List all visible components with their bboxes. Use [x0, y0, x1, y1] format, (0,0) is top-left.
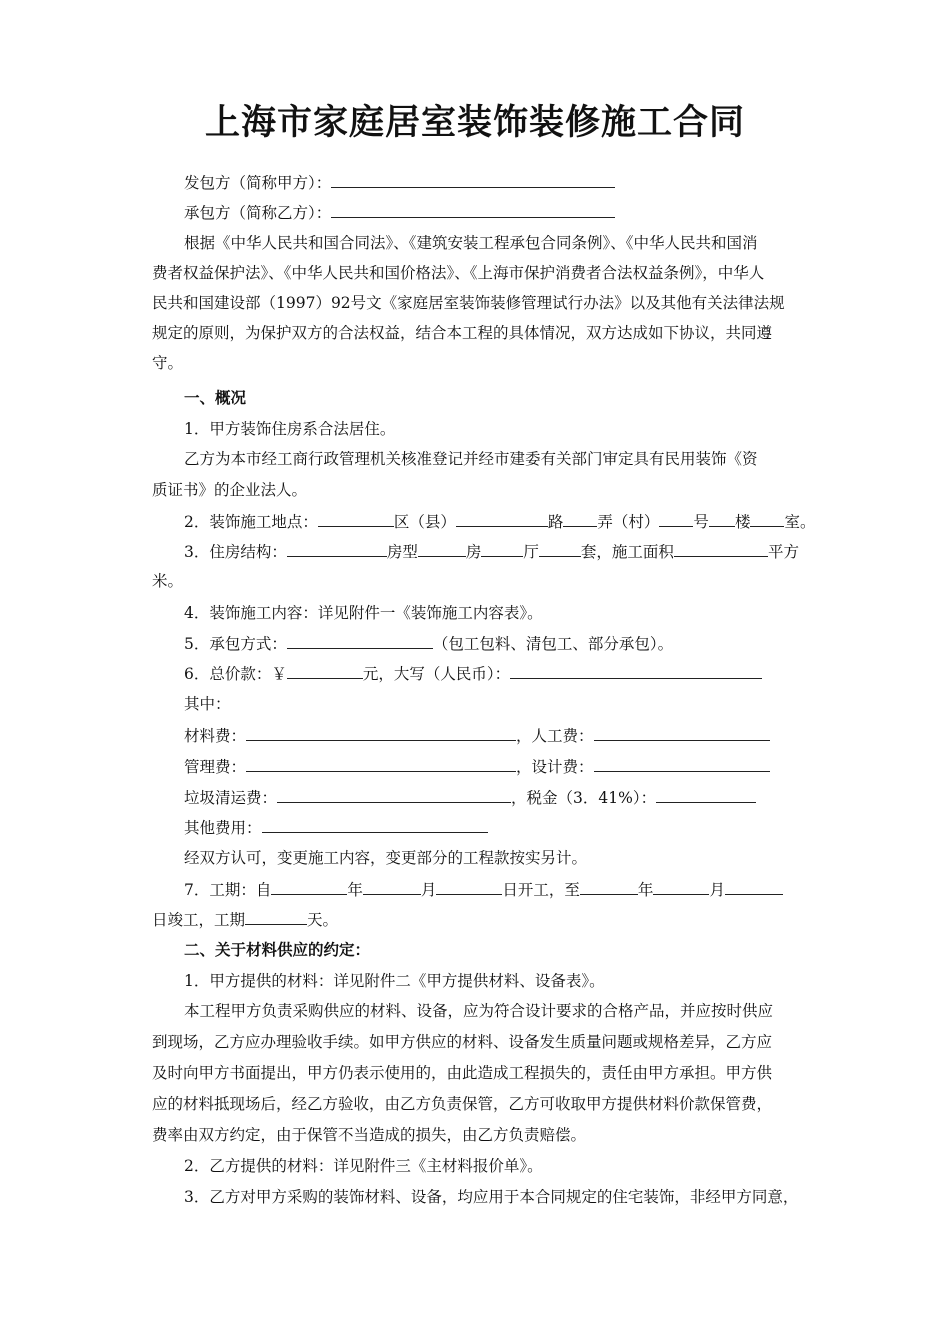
start-day-blank[interactable]: [436, 878, 502, 895]
schedule-cont-line: [152, 908, 338, 931]
other-fee-blank[interactable]: [262, 816, 488, 833]
clause-text: 应的材料抵现场后，经乙方验收，由乙方负责保管，乙方可收取甲方提供材料价款保管费，: [152, 1095, 773, 1113]
labor-fee-blank[interactable]: [594, 724, 770, 741]
clause-text: 1．甲方提供的材料：详见附件二《甲方提供材料、设备表》。: [184, 972, 605, 990]
room-blank[interactable]: [750, 510, 784, 527]
building-label: 楼: [734, 513, 751, 531]
intro-line: 规定的原则，为保护双方的合法权益，结合本工程的具体情况，双方达成如下协议，共同遵: [152, 324, 773, 342]
intro-line: 费者权益保护法》、《中华人民共和国价格法》、《上海市保护消费者合法权益条例》，中华人: [152, 264, 765, 282]
structure-line: [184, 540, 799, 563]
clause-text: 本工程甲方负责采购供应的材料、设备，应为符合设计要求的合格产品，并应按时供应: [184, 1002, 774, 1020]
sets-blank[interactable]: [539, 540, 581, 557]
schedule-label: 7．工期：自: [184, 881, 272, 899]
garbage-fee-blank[interactable]: [277, 786, 511, 803]
clause-text: 3．乙方对甲方采购的装饰材料、设备，均应用于本合同规定的住宅装饰，非经甲方同意，: [184, 1188, 799, 1206]
halls-blank[interactable]: [481, 540, 523, 557]
clause-text: 费率由双方约定，由于保管不当造成的损失，由乙方负责赔偿。: [152, 1126, 587, 1144]
party-a-blank[interactable]: [331, 171, 615, 188]
start-label: 日开工，至: [502, 881, 580, 899]
garbage-fee-label: 垃圾清运费：: [184, 789, 278, 807]
design-fee-label: ，设计费：: [516, 758, 594, 776]
start-year-blank[interactable]: [271, 878, 347, 895]
rooms-blank[interactable]: [418, 540, 466, 557]
fee-line: [184, 724, 770, 747]
end-month-blank[interactable]: [653, 878, 709, 895]
contract-method-options: （包工包料、清包工、部分承包）。: [432, 635, 674, 653]
number-label: 号: [693, 513, 709, 531]
total-price-yuan-label: 元，大写（人民币）：: [362, 665, 511, 683]
fee-line: [184, 755, 770, 778]
total-price-label: 6．总价款：￥: [184, 665, 287, 683]
lane-blank[interactable]: [563, 510, 597, 527]
month-label: 月: [709, 881, 725, 899]
tax-blank[interactable]: [656, 786, 756, 803]
duration-blank[interactable]: [245, 908, 307, 925]
clause-text: 及时向甲方书面提出，甲方仍表示使用的，由此造成工程损失的，责任由甲方承担。甲方供: [152, 1064, 773, 1082]
party-a-line: [184, 171, 615, 194]
road-label: 路: [547, 513, 564, 531]
end-year-blank[interactable]: [580, 878, 638, 895]
intro-line: 根据《中华人民共和国合同法》、《建筑安装工程承包合同条例》、《中华人民共和国消: [184, 234, 758, 252]
area-blank[interactable]: [674, 540, 768, 557]
clause-text: 4．装饰施工内容：详见附件一《装饰施工内容表》。: [184, 604, 543, 622]
management-fee-blank[interactable]: [246, 755, 516, 772]
sets-label: 套，施工面积: [580, 543, 674, 561]
intro-line: 守。: [152, 354, 184, 372]
contract-method-label: 5．承包方式：: [184, 635, 287, 653]
clause-text: 1．甲方装饰住房系合法居住。: [184, 420, 396, 438]
end-day-blank[interactable]: [725, 878, 783, 895]
total-price-words-blank[interactable]: [510, 662, 762, 679]
management-fee-label: 管理费：: [184, 758, 247, 776]
structure-blank[interactable]: [287, 540, 387, 557]
start-month-blank[interactable]: [363, 878, 421, 895]
clause-text: 乙方为本市经工商行政管理机关核准登记并经市建委有关部门审定具有民用装饰《资: [184, 450, 758, 468]
tax-label: ，税金（3．41%）：: [511, 789, 657, 807]
room-label: 室。: [784, 513, 816, 531]
road-blank[interactable]: [456, 510, 548, 527]
structure-label: 3．住房结构：: [184, 543, 287, 561]
clause-text: 质证书》的企业法人。: [152, 481, 308, 499]
intro-line: 民共和国建设部（1997）92号文《家庭居室装饰装修管理试行办法》以及其他有关法律法规: [152, 294, 785, 312]
schedule-line: [184, 878, 783, 901]
area-unit-label: 平方: [767, 543, 799, 561]
contract-method-line: [184, 632, 673, 655]
material-fee-blank[interactable]: [246, 724, 516, 741]
clause-text: 经双方认可，变更施工内容，变更部分的工程款按实另计。: [184, 849, 588, 867]
district-blank[interactable]: [318, 510, 394, 527]
number-blank[interactable]: [659, 510, 693, 527]
address-label: 2．装饰施工地点：: [184, 513, 318, 531]
other-fee-label: 其他费用：: [184, 819, 262, 837]
clause-text: 米。: [152, 572, 184, 590]
total-price-line: [184, 662, 762, 685]
building-blank[interactable]: [709, 510, 735, 527]
fee-line: [184, 786, 756, 809]
section-heading: 二、关于材料供应的约定：: [184, 941, 371, 959]
contract-method-blank[interactable]: [287, 632, 433, 649]
district-label: 区（县）: [393, 513, 456, 531]
total-price-blank[interactable]: [287, 662, 363, 679]
labor-fee-label: ，人工费：: [516, 727, 594, 745]
section-heading: 一、概况: [184, 389, 247, 407]
document-title: 上海市家庭居室装饰装修施工合同: [204, 103, 745, 143]
year-label: 年: [347, 881, 363, 899]
lane-label: 弄（村）: [597, 513, 660, 531]
halls-label: 厅: [523, 543, 539, 561]
material-fee-label: 材料费：: [184, 727, 247, 745]
party-b-blank[interactable]: [331, 201, 615, 218]
among-label: 其中：: [184, 695, 231, 713]
clause-text: 2．乙方提供的材料：详见附件三《主材料报价单》。: [184, 1157, 543, 1175]
address-line: [184, 510, 815, 533]
party-b-line: [184, 201, 615, 224]
completion-label: 日竣工，工期: [152, 911, 246, 929]
month-label: 月: [420, 881, 437, 899]
party-a-label: 发包方（简称甲方）：: [184, 174, 332, 192]
fee-line: [184, 816, 488, 839]
party-b-label: 承包方（简称乙方）：: [184, 204, 332, 222]
house-type-label: 房型: [386, 543, 418, 561]
clause-text: 到现场，乙方应办理验收手续。如甲方供应的材料、设备发生质量问题或规格差异，乙方应: [152, 1033, 773, 1051]
rooms-label: 房: [465, 543, 482, 561]
days-label: 天。: [307, 911, 339, 929]
year-label: 年: [637, 881, 654, 899]
design-fee-blank[interactable]: [594, 755, 770, 772]
